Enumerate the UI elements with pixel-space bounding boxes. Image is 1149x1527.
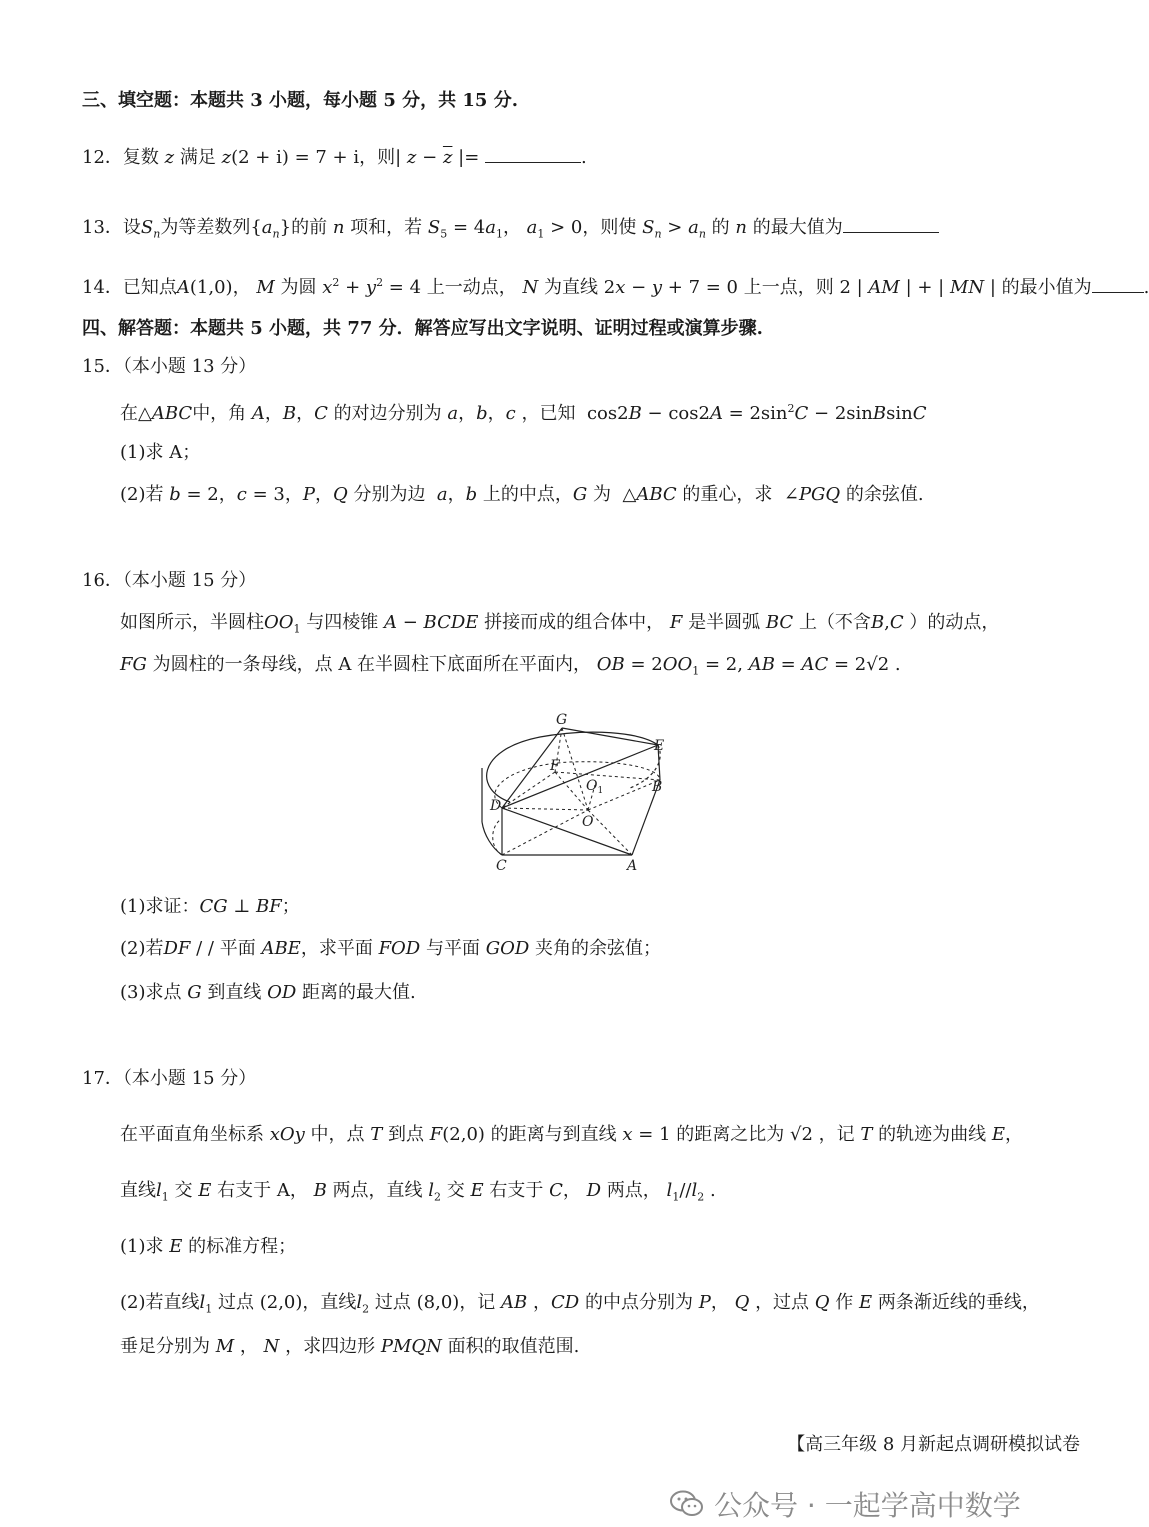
label-A: A <box>627 858 638 874</box>
label-B: B <box>652 779 663 795</box>
question-16-part1: (1)求证：CG ⊥ BF； <box>120 896 300 917</box>
question-17-line1: 在平面直角坐标系 xOy 中，点 T 到点 F(2,0) 的距离与到直线 x = 1 的距离之比为 √2 ，记 T 的轨迹为曲线 E， <box>120 1124 1023 1145</box>
wechat-icon <box>670 1490 704 1518</box>
question-15-number: 15．（本小题 13 分） <box>82 356 257 377</box>
label-O1: $O_1$ <box>586 778 604 796</box>
question-16-part3: (3)求点 G 到直线 OD 距离的最大值. <box>120 982 416 1003</box>
watermark <box>670 1484 1021 1524</box>
watermark-text: 公众号 · 一起学高中数学 <box>714 1489 1021 1522</box>
question-14: 14．已知点A(1,0)， M 为圆 $x^2 + y^2 = 4$ 上一动点， N 为直线 2x − y + 7 = 0 上一点，则 2 | AM | + | MN | 的最小值为 . <box>82 276 1149 298</box>
label-C: C <box>496 858 507 874</box>
question-16-line2: FG 为圆柱的一条母线，点 A 在半圆柱下底面所在平面内， OB = $2OO_1 = 2$, AB = AC = 2√2 . <box>120 654 901 678</box>
answer-blank-12[interactable] <box>485 144 581 163</box>
section4-header: 四、解答题：本题共 5 小题，共 77 分．解答应写出文字说明、证明过程或演算步骤. <box>82 318 763 339</box>
question-13: 13．设$S_n$为等差数列$\{a_n\}$的前 n 项和，若 $S_5 = 4a_1$， $a_1 > 0$，则使 $S_n > a_n$ 的 n 的最大值为 <box>82 214 1050 248</box>
question-12: 12．复数 z 满足 z(2 + i) = 7 + i，则| $z - \overline{z}$ |= . <box>82 144 1050 171</box>
footer-title: 【高三年级 8 月新起点调研模拟试卷 <box>787 1434 1080 1455</box>
section3-header: 三、填空题：本题共 3 小题，每小题 5 分，共 15 分. <box>82 90 518 111</box>
question-15-intro: 在△ABC中，角 A，B，C 的对边分别为 a，b，c ，已知 $\cos 2B - \cos 2A = 2\sin^2C$ − 2sinBsinC <box>120 402 927 424</box>
question-17-line2: 直线$l_1$ 交 E 右支于 A， B 两点，直线 $l_2$ 交 E 右支于 C， D 两点， $l_1//l_2$ . <box>120 1180 716 1204</box>
question-15-part1: (1)求 A； <box>120 442 201 463</box>
geometry-figure <box>470 710 680 875</box>
label-D: D <box>490 798 502 814</box>
label-G: G <box>556 712 568 728</box>
label-F: F <box>550 758 560 774</box>
label-E: E <box>654 738 665 754</box>
question-17-part1: (1)求 E 的标准方程； <box>120 1236 297 1257</box>
question-16-part2: (2)若DF / / 平面 ABE，求平面 FOD 与平面 GOD 夹角的余弦值； <box>120 938 662 959</box>
question-17-part2: (2)若直线$l_1$ 过点 (2,0)，直线$l_2$ 过点 (8,0)，记 AB ，CD 的中点分别为 P， Q ，过点 Q 作 E 两条渐近线的垂线， <box>120 1292 1040 1316</box>
question-15-part2: (2)若 b = 2，c = 3，P，Q 分别为边 a，b 上的中点，G 为 △ABC 的重心，求 ∠PGQ 的余弦值. <box>120 484 924 505</box>
question-16-number: 16．（本小题 15 分） <box>82 570 257 591</box>
question-17-number: 17．（本小题 15 分） <box>82 1068 257 1089</box>
answer-blank-13[interactable] <box>843 214 939 233</box>
question-16-line1: 如图所示，半圆柱$OO_1$ 与四棱锥 A − BCDE 拼接而成的组合体中， F 是半圆弧 BC 上（不含B,C ）的动点， <box>120 612 1000 636</box>
label-O: O <box>582 814 594 830</box>
answer-blank-14[interactable] <box>1092 274 1144 293</box>
question-17-part3: 垂足分别为 M ， N ，求四边形 PMQN 面积的取值范围. <box>120 1336 580 1357</box>
